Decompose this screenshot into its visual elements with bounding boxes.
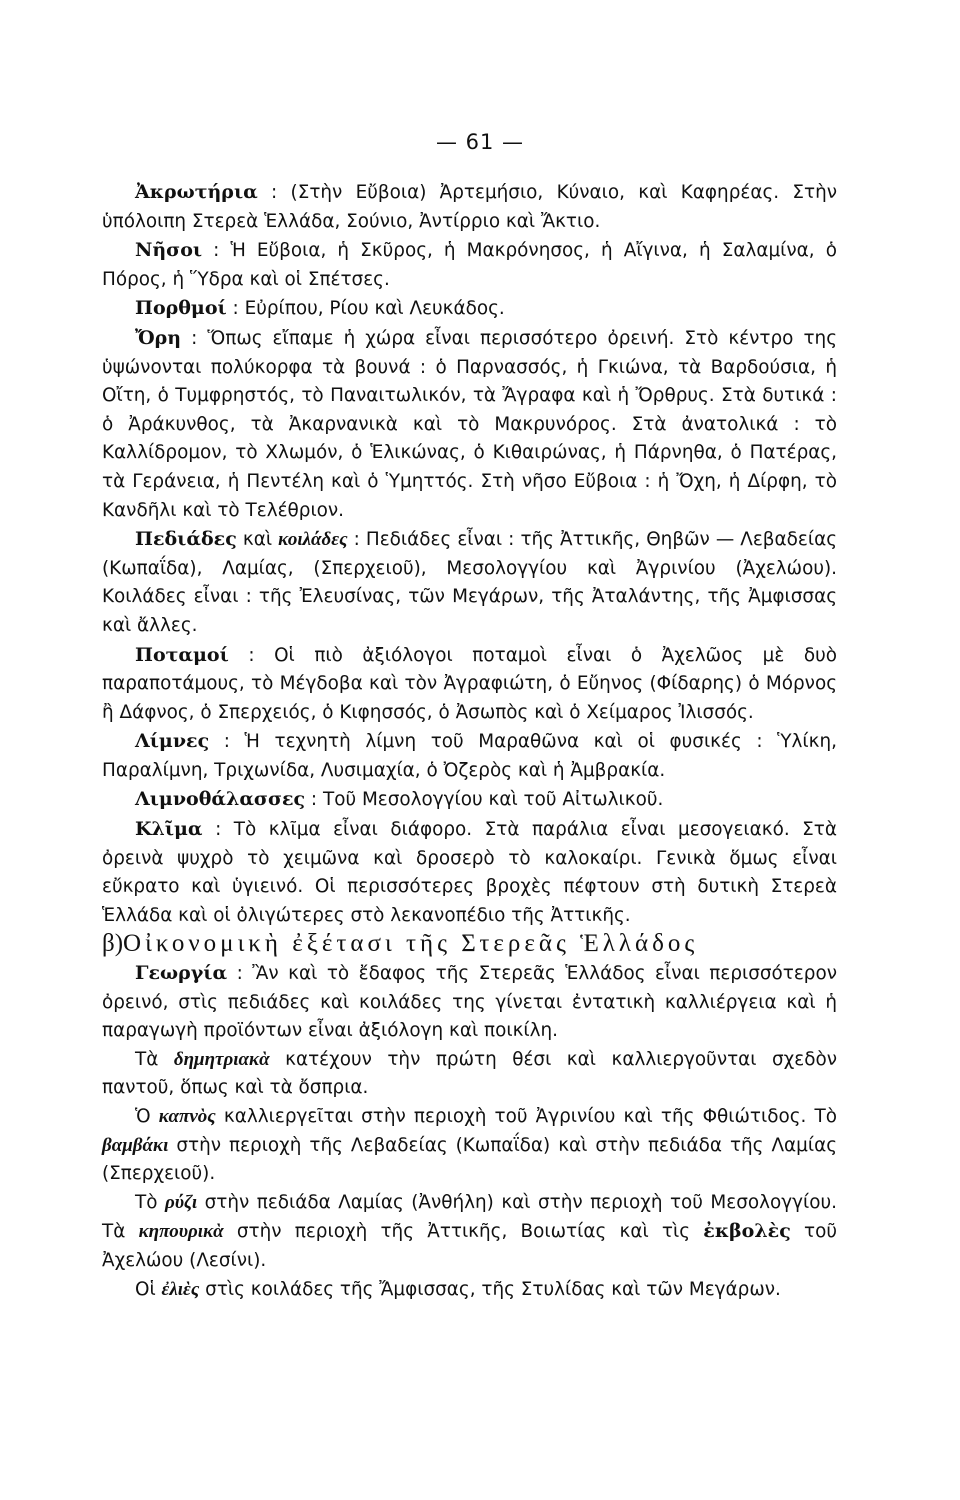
text-plains-connector: καὶ <box>236 529 279 551</box>
term-valleys: κοιλάδες <box>278 529 348 551</box>
text-plains: : Πεδιάδες εἶναι : τῆς Ἀττικῆς, Θηβῶν — Λεβαδείας (Κωπαΐδα), Λαμίας, (Σπερχειοῦ), Μεσολογγίου καὶ Ἀγρινίου (Ἀχελώου). Κοιλάδες εἶναι : τῆς Ἐλευσίνας, τῶν Μεγάρων, τῆς Ἀταλάντης, τῆς Ἀμφισσας καὶ ἄλλες. <box>102 529 837 636</box>
section-marker: β) <box>102 930 124 958</box>
paragraph-lagoons <box>102 785 837 815</box>
paragraph-agriculture <box>102 959 837 1046</box>
term-mountains: Ὄρη <box>135 326 182 349</box>
text-olives: στὶς κοιλάδες τῆς Ἄμφισσας, τῆς Στυλίδας καὶ τῶν Μεγάρων. <box>199 1278 781 1300</box>
term-estuaries: ἐκβολὲς <box>703 1220 791 1243</box>
text-cereals: κατέχουν τὴν πρώτη θέσι καὶ καλλιεργοῦνται σχεδὸν παντοῦ, ὅπως καὶ τὰ ὄσπρια. <box>102 1048 838 1099</box>
paragraph-tobacco <box>102 1103 837 1189</box>
paragraph-lakes <box>102 727 837 785</box>
term-rice: ρύζι <box>164 1191 198 1213</box>
text-lakes: : Ἡ τεχνητὴ λίμνη τοῦ Μαραθῶνα καὶ οἱ φυσικές : Ὑλίκη, Παραλίμνη, Τριχωνίδα, Λυσιμαχία, ὁ Ὀζερὸς καὶ ἡ Ἀμβρακία. <box>102 731 837 781</box>
paragraph-straits <box>102 294 837 324</box>
term-olives: ἐλιὲς <box>161 1278 200 1300</box>
term-straits: Πορθμοί <box>135 297 227 320</box>
text-capes: : (Στὴν Εὔβοια) Ἀρτεμήσιο, Κύναιο, καὶ Καφηρέας. Στὴν ὑπόλοιπη Στερεὰ Ἑλλάδα, Σούνιο, Ἀντίρριο καὶ Ἄκτιο. <box>102 182 837 232</box>
text-olives-pre: Οἱ <box>135 1278 162 1300</box>
term-agriculture: Γεωργία <box>135 962 228 985</box>
term-tobacco: καπνὸς <box>158 1106 216 1127</box>
term-capes: Ἀκρωτήρια <box>135 181 258 203</box>
paragraph-islands <box>102 236 837 294</box>
text-tobacco: καλλιεργεῖται στὴν περιοχὴ τοῦ Ἀγρινίου καὶ τῆς Φθιώτιδος. Τὸ <box>215 1106 837 1127</box>
section-heading: Οἰκονομικὴ ἐξέτασι τῆς Στερεᾶς Ἑλλάδος <box>123 930 699 958</box>
term-lakes: Λίμνες <box>135 730 210 753</box>
paragraph-capes <box>102 178 837 236</box>
term-plains: Πεδιάδες <box>135 528 237 551</box>
term-islands: Νῆσοι <box>135 239 203 262</box>
text-islands: : Ἡ Εὔβοια, ἡ Σκῦρος, ἡ Μακρόνησος, ἡ Αἴγινα, ἡ Σαλαμίνα, ὁ Πόρος, ἡ Ὕδρα καὶ οἱ Σπέτσες. <box>102 240 837 290</box>
text-vegetables: στὴν περιοχὴ τῆς Ἀττικῆς, Βοιωτίας καὶ τὶς <box>223 1221 704 1243</box>
paragraph-rice <box>102 1189 837 1276</box>
text-cereals-pre: Τὰ <box>135 1048 174 1070</box>
text-straits: : Εὐρίπου, Ρίου καὶ Λευκάδος. <box>226 298 505 320</box>
text-estuaries: τοῦ Ἀχελώου (Λεσίνι). <box>102 1221 838 1271</box>
text-climate: : Τὸ κλῖμα εἶναι διάφορο. Στὰ παράλια εἶναι μεσογειακό. Στὰ ὀρεινὰ ψυχρὸ τὸ χειμῶνα καὶ δροσερὸ τὸ καλοκαίρι. Γενικὰ ὅμως εἶναι εὔκρατο καὶ ὑγιεινό. Οἱ περισσότερες βροχὲς πέφτουν στὴ δυτικὴ Στερεὰ Ἑλλάδα καὶ οἱ ὀλιγώτερες στὸ λεκανοπέδιο τῆς Ἀττικῆς. <box>102 819 837 926</box>
text-agriculture: : Ἂν καὶ τὸ ἔδαφος τῆς Στερεᾶς Ἑλλάδος εἶναι περισσότερον ὀρεινό, στὶς πεδιάδες καὶ κοιλάδες της γίνεται ἐντατικὴ καλλιέργεια καὶ ἡ παραγωγὴ προϊόντων εἶναι ἀξιόλογη καὶ ποικίλη. <box>102 963 837 1042</box>
term-lagoons: Λιμνοθάλασσες <box>135 788 306 811</box>
term-cotton: βαμβάκι <box>102 1134 169 1156</box>
section-title <box>102 930 837 959</box>
term-vegetables: κηπουρικὰ <box>138 1221 224 1243</box>
paragraph-rivers <box>102 641 837 728</box>
text-rice: στὴν πεδιάδα Λαμίας (Ἀνθήλη) καὶ στὴν περιοχὴ τοῦ Μεσολογγίου. Τὰ <box>102 1191 837 1243</box>
text-mountains: : Ὅπως εἴπαμε ἡ χώρα εἶναι περισσότερο ὀρεινή. Στὸ κέντρο της ὑψώνονται πολύκορφα τὰ βουνά : ὁ Παρνασσός, ἡ Γκιώνα, τὰ Βαρδούσια, ἡ Οἴτη, ὁ Τυμφρηστός, τὸ Παναιτωλικόν, τὰ Ἄγραφα καὶ ἡ Ὄρθρυς. Στὰ δυτικά : ὁ Ἀράκυνθος, τὰ Ἀκαρνανικὰ καὶ τὸ Μακρυνόρος. Στὰ ἀνατολικά : τὸ Καλλίδρομον, τὸ Χλωμόν, ὁ Ἑλικώνας, ὁ Κιθαιρώνας, ἡ Πάρνηθα, ὁ Πατέρας, τὰ Γεράνεια, ἡ Πεντέλη καὶ ὁ Ὑμηττός. Στὴ νῆσο Εὔβοια : ἡ Ὄχη, ἡ Δίρφη, τὸ Κανδῆλι καὶ τὸ Τελέθριον. <box>102 327 837 521</box>
text-tobacco-pre: Ὁ <box>135 1106 159 1127</box>
term-cereals: δημητριακὰ <box>173 1048 270 1070</box>
paragraph-cereals <box>102 1046 837 1103</box>
paragraph-plains <box>102 525 837 640</box>
text-rivers: : Οἱ πιὸ ἀξιόλογοι ποταμοὶ εἶναι ὁ Ἀχελῶος μὲ δυὸ παραποτάμους, τὸ Μέγδοβα καὶ τὸν Ἀγραφιώτη, ὁ Εὔηνος (Φίδαρης) ὁ Μόρνος ἢ Δάφνος, ὁ Σπερχειός, ὁ Κιφησσός, ὁ Ἀσωπὸς καὶ ὁ Χείμαρος Ἰλισσός. <box>102 644 837 723</box>
page-body <box>102 178 837 1304</box>
page-number: — 61 — <box>435 130 525 154</box>
text-rice-pre: Τὸ <box>135 1191 165 1213</box>
text-lagoons: : Τοῦ Μεσολογγίου καὶ τοῦ Αἰτωλικοῦ. <box>305 789 664 811</box>
text-cotton: στὴν περιοχὴ τῆς Λεβαδείας (Κωπαΐδα) καὶ στὴν πεδιάδα τῆς Λαμίας (Σπερχειοῦ). <box>102 1134 837 1185</box>
paragraph-climate <box>102 815 837 930</box>
paragraph-mountains <box>102 324 837 525</box>
term-climate: Κλῖμα <box>135 818 203 841</box>
paragraph-olives <box>102 1276 837 1305</box>
term-rivers: Ποταμοί <box>135 643 229 666</box>
